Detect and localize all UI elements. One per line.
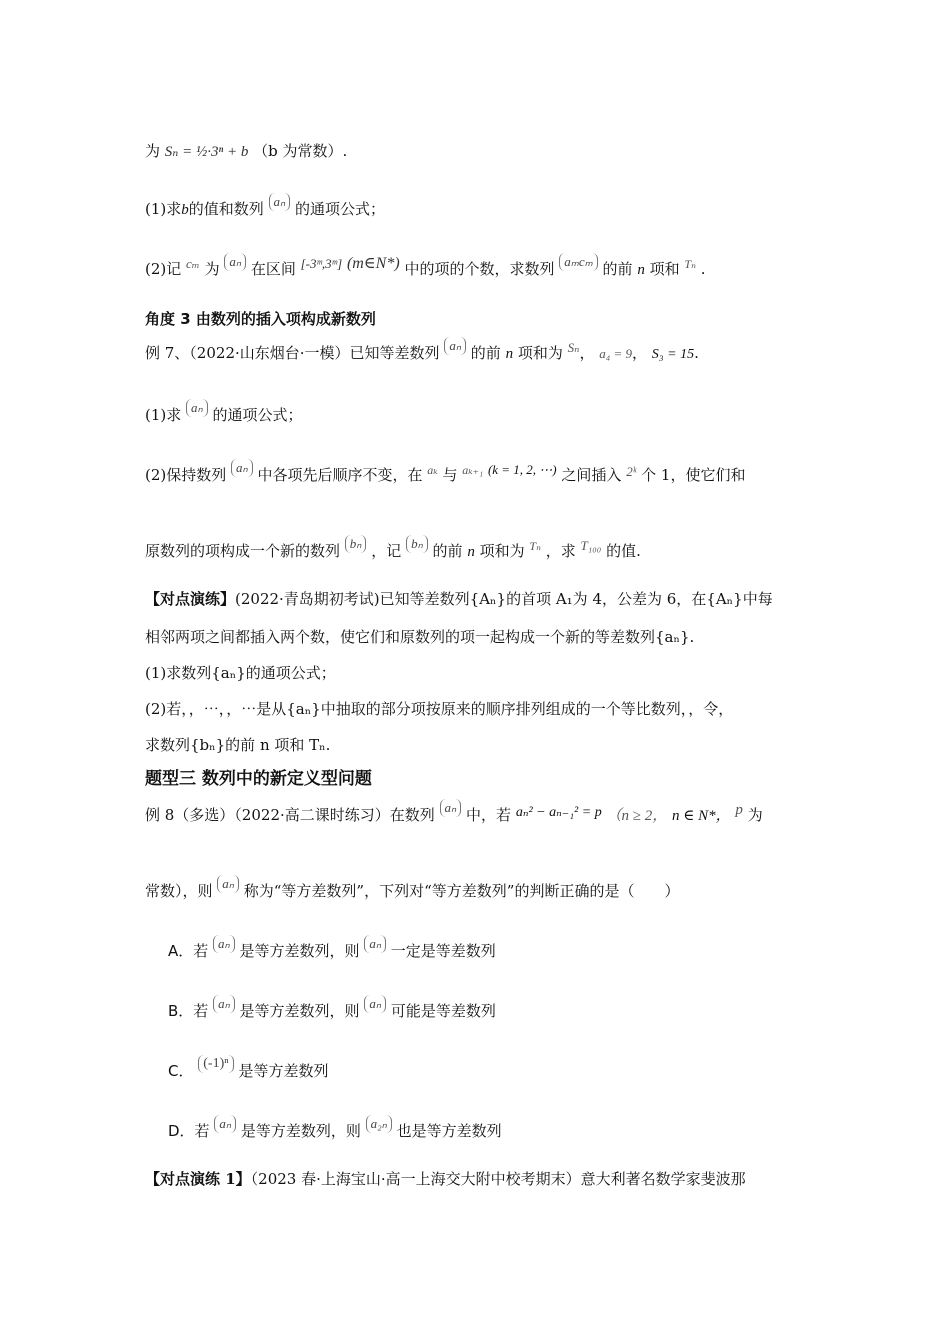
T100: T₁₀₀ <box>580 538 602 553</box>
seq-bn: bₙ <box>345 535 367 553</box>
seq-an: aₙ <box>213 995 235 1013</box>
var-n: n <box>637 262 645 278</box>
text: 例 7、（2022·山东烟台·一模）已知等差数列 <box>145 344 440 362</box>
seq-an: aₙ <box>444 337 466 355</box>
text: 的前 <box>602 260 633 278</box>
text: 也是等方差数列 <box>396 1122 502 1140</box>
text: 的前 <box>432 542 463 560</box>
text: (2)保持数列 <box>145 466 227 484</box>
var-b: b <box>181 202 189 218</box>
option-label: B．若 <box>168 1002 209 1020</box>
question-2 <box>145 254 706 281</box>
text: 项和为 <box>517 344 563 362</box>
seq-an: aₙ <box>440 799 462 817</box>
seq-an: aₙ <box>231 459 253 477</box>
text: 个 1，使它们和 <box>641 466 746 484</box>
text: (1)求 <box>145 200 182 218</box>
text: 是等方差数列 <box>238 1062 329 1080</box>
example-7-q2 <box>145 460 746 487</box>
k-range: (k = 1, 2, ⋯) <box>487 462 557 477</box>
condition: （n ≥ 2， <box>606 808 668 824</box>
text: 在区间 <box>250 260 296 278</box>
example-8-cont <box>145 876 680 902</box>
option-label: D．若 <box>168 1122 210 1140</box>
text: 中的项的个数，求数列 <box>404 260 555 278</box>
example-7-q1 <box>145 400 303 426</box>
text: 常数），则 <box>145 882 213 900</box>
condition: n ∈ N*， <box>672 808 731 824</box>
text: 项和 <box>649 260 680 278</box>
ak: aₖ <box>427 463 438 477</box>
example-7: 例 7、（2022·山东烟台·一模）已知等差数列 aₙ 的前 n 项和为 Sₙ， a₄ = 9， S₃ = 15. <box>145 338 699 362</box>
text: 中各项先后顺序不变，在 <box>257 466 423 484</box>
text: 的通项公式； <box>295 200 386 218</box>
text: 一定是等差数列 <box>390 942 496 960</box>
text: (2022·青岛期初考试)已知等差数列{Aₙ}的首项 A₁为 4，公差为 6，在{Aₙ}中每 <box>235 590 773 608</box>
seq-neg1n: (-1)ⁿ <box>198 1055 233 1073</box>
Tn: Tₙ <box>529 539 541 553</box>
seq-an: aₙ <box>217 875 239 893</box>
option-d[interactable] <box>168 1116 502 1142</box>
seq-an: aₙ <box>186 399 208 417</box>
seq-an: aₙ <box>364 995 386 1013</box>
seq-a2n: a₂ₙ <box>366 1115 392 1133</box>
var-n: n <box>467 544 475 560</box>
seq-an: aₙ <box>269 193 291 211</box>
Tn: Tₙ <box>684 257 696 271</box>
seq-an: aₙ <box>224 253 246 271</box>
text: . <box>700 260 706 278</box>
practice-tag: 【对点演练】 <box>145 590 236 608</box>
text: 称为“等方差数列”，下列对“等方差数列”的判断正确的是（ ） <box>243 882 680 900</box>
practice-2 <box>145 1168 746 1190</box>
text: 例 8（多选）（2022·高二课时练习）在数列 <box>145 806 435 824</box>
seq-an: aₙ <box>213 935 235 953</box>
practice-tag: 【对点演练 1】 <box>145 1170 251 1188</box>
text: 中，若 <box>466 806 512 824</box>
text: 是等方差数列，则 <box>239 942 360 960</box>
practice-line-5: 求数列{bₙ}的前 n 项和 Tₙ. <box>145 736 331 754</box>
option-b[interactable] <box>168 996 496 1022</box>
text: 为 <box>204 260 220 278</box>
text: 的前 <box>470 344 501 362</box>
equal-variance-formula: aₙ² − aₙ₋₁² = p <box>515 805 602 820</box>
text: (2)记 <box>145 260 182 278</box>
text: 是等方差数列，则 <box>240 1122 361 1140</box>
text: 可能是等差数列 <box>390 1002 496 1020</box>
practice-line-4: (2)若，，⋯，，⋯是从{aₙ}中抽取的部分项按原来的顺序排列组成的一个等比数列，，令， <box>145 700 734 718</box>
two-k: 2ᵏ <box>626 464 637 479</box>
text: 为 <box>145 142 161 160</box>
text: 项和为 <box>479 542 525 560</box>
Sn: Sₙ <box>567 340 580 355</box>
option-c[interactable] <box>168 1056 329 1082</box>
text: （b 为常数）. <box>253 142 348 160</box>
section-type-3: 题型三 数列中的新定义型问题 <box>145 769 372 789</box>
option-a[interactable] <box>168 936 496 962</box>
question-1 <box>145 194 386 221</box>
text: 原数列的项构成一个新的数列 <box>145 542 341 560</box>
a4: a₄ = 9 <box>599 346 633 361</box>
seq-an: aₙ <box>214 1115 236 1133</box>
text: 的值. <box>606 542 641 560</box>
example-8 <box>145 800 763 828</box>
practice-line-1 <box>145 588 773 610</box>
text: 与 <box>442 466 458 484</box>
text: 是等方差数列，则 <box>239 1002 360 1020</box>
example-7-q2-cont <box>145 536 641 563</box>
text: ，记 <box>371 542 402 560</box>
s3: S₃ = 15 <box>651 347 695 362</box>
sum-formula: Sₙ = ½·3ⁿ + b <box>164 144 249 160</box>
interval: [-3ᵐ,3ᵐ] <box>300 256 343 271</box>
practice-line-2: 相邻两项之间都插入两个数，使它们和原数列的项一起构成一个新的等差数列{aₙ}. <box>145 628 695 646</box>
text: (1)求 <box>145 406 182 424</box>
seq-an: aₙ <box>364 935 386 953</box>
option-label: C． <box>168 1062 194 1080</box>
var-n: n <box>505 346 514 362</box>
var-p: p <box>735 802 743 818</box>
section-angle-3: 角度 3 由数列的插入项构成新数列 <box>145 310 376 328</box>
text: ，求 <box>545 542 576 560</box>
text: 之间插入 <box>561 466 622 484</box>
seq-amcm: aₘcₘ <box>559 253 597 271</box>
option-label: A．若 <box>168 942 209 960</box>
seq-bn: bₙ <box>406 535 428 553</box>
practice-line-3: (1)求数列{aₙ}的通项公式； <box>145 664 336 682</box>
condition: (m∈N*) <box>346 255 400 272</box>
cm: cₘ <box>186 256 200 271</box>
text: （2023 春·上海宝山·高一上海交大附中校考期末）意大利著名数学家斐波那 <box>250 1170 746 1188</box>
ak1: aₖ₊₁ <box>462 463 484 477</box>
text: 的通项公式； <box>212 406 303 424</box>
text: 为 <box>747 806 763 824</box>
text: 的值和数列 <box>188 200 264 218</box>
line-sum-formula <box>145 140 347 163</box>
